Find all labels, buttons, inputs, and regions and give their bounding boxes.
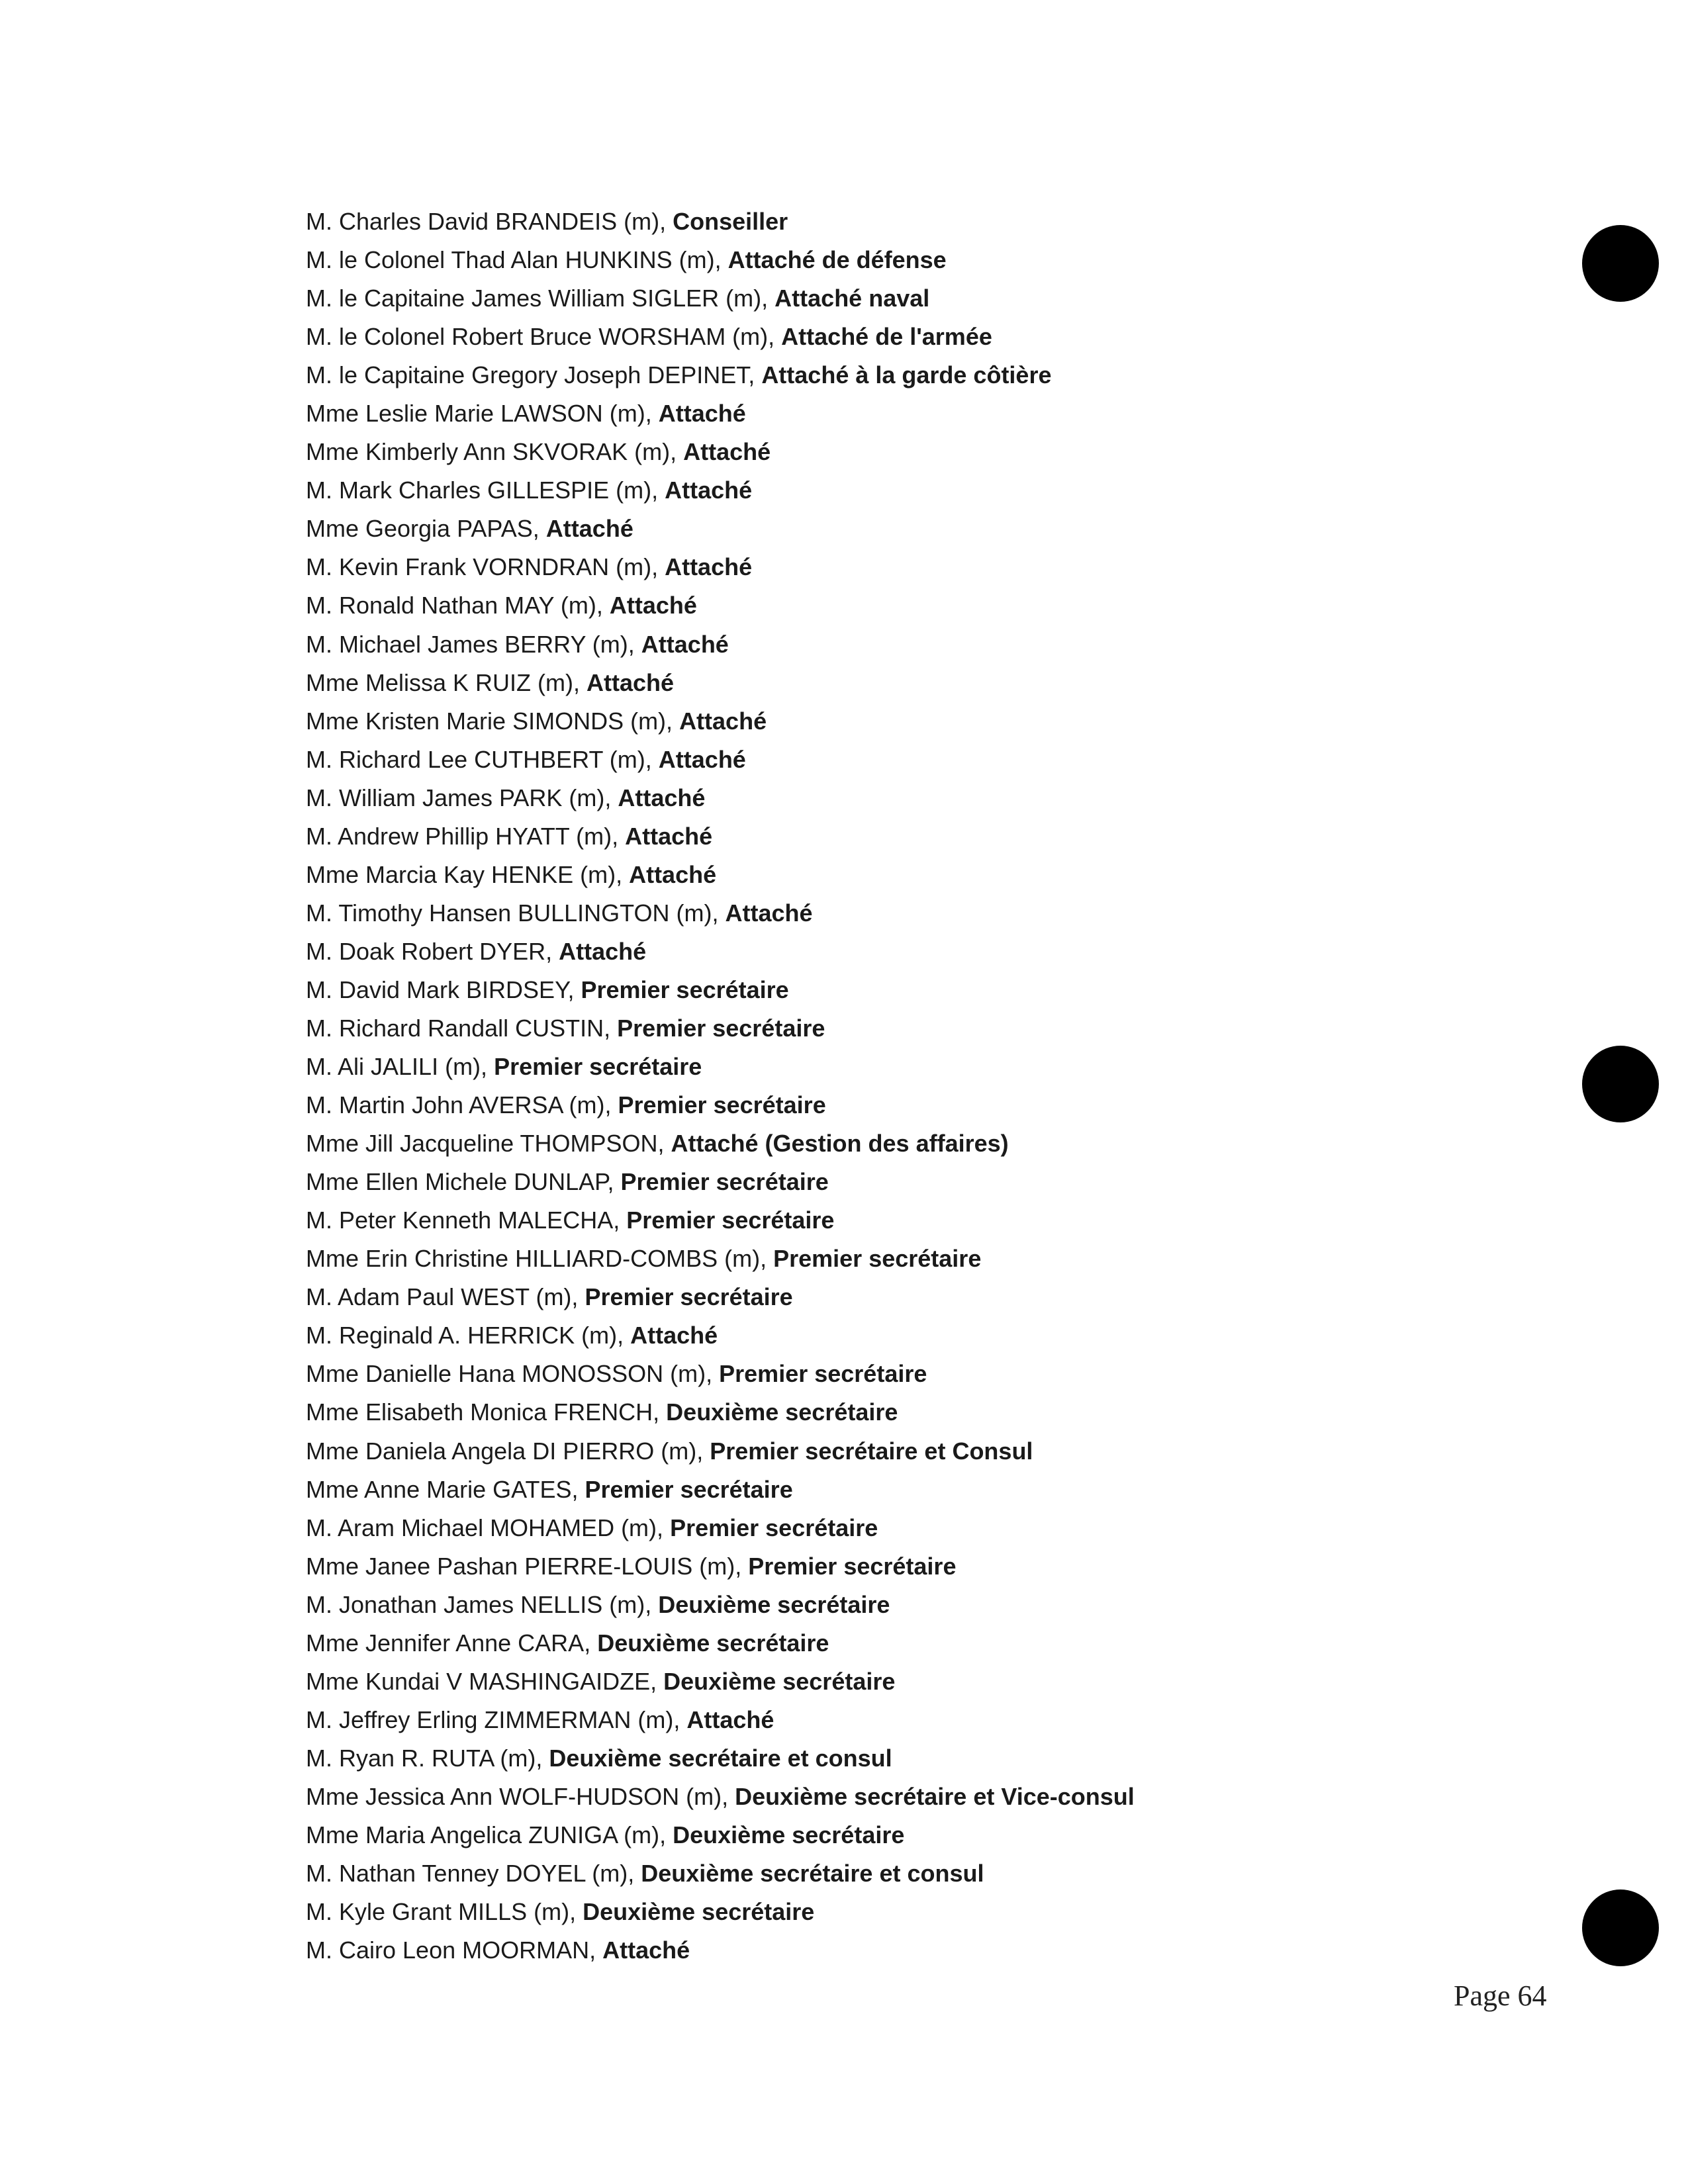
person-title: Premier secrétaire [494, 1053, 702, 1081]
list-item: M. le Capitaine Gregory Joseph DEPINET, Attaché à la garde côtière [306, 361, 1052, 389]
person-title: Deuxième secrétaire [597, 1629, 829, 1657]
person-name: Mme Jessica Ann WOLF-HUDSON (m) [306, 1782, 722, 1810]
person-name: Mme Danielle Hana MONOSSON (m) [306, 1360, 706, 1388]
person-name: M. Ryan R. RUTA (m) [306, 1744, 536, 1772]
list-item: Mme Anne Marie GATES, Premier secrétaire [306, 1475, 793, 1503]
list-item: M. Doak Robert DYER, Attaché [306, 937, 647, 965]
person-title: Attaché [641, 630, 729, 658]
person-title: Attaché [725, 899, 813, 927]
person-title: Premier secrétaire [617, 1014, 825, 1042]
person-title: Attaché [683, 438, 771, 466]
person-name: M. Richard Randall CUSTIN [306, 1014, 604, 1042]
person-name: M. le Colonel Thad Alan HUNKINS (m) [306, 246, 715, 274]
list-item: Mme Jessica Ann WOLF-HUDSON (m), Deuxième secrétaire et Vice-consul [306, 1782, 1135, 1810]
person-title: Deuxième secrétaire et consul [641, 1860, 984, 1888]
person-name: M. Doak Robert DYER [306, 937, 546, 965]
person-title: Conseiller [673, 208, 788, 235]
list-item: Mme Janee Pashan PIERRE-LOUIS (m), Premier secrétaire [306, 1552, 957, 1580]
list-item: M. Ryan R. RUTA (m), Deuxième secrétaire et consul [306, 1744, 892, 1772]
list-item: M. Adam Paul WEST (m), Premier secrétaire [306, 1283, 793, 1311]
person-title: Premier secrétaire [719, 1360, 927, 1388]
person-name: M. Nathan Tenney DOYEL (m) [306, 1860, 628, 1888]
person-name: M. Charles David BRANDEIS (m) [306, 208, 660, 235]
list-item: M. Jeffrey Erling ZIMMERMAN (m), Attaché [306, 1706, 774, 1733]
list-item: Mme Melissa K RUIZ (m), Attaché [306, 668, 675, 696]
person-name: M. Kevin Frank VORNDRAN (m) [306, 553, 652, 581]
person-name: M. Cairo Leon MOORMAN [306, 1936, 590, 1964]
person-name: M. Kyle Grant MILLS (m) [306, 1898, 570, 1926]
person-title: Attaché (Gestion des affaires) [671, 1130, 1009, 1158]
person-title: Attaché [586, 668, 675, 696]
person-title: Attaché de l'armée [781, 323, 992, 351]
list-item: M. Timothy Hansen BULLINGTON (m), Attaché [306, 899, 813, 927]
person-title: Premier secrétaire [585, 1475, 793, 1503]
person-title: Deuxième secrétaire [583, 1898, 815, 1926]
person-name: Mme Ellen Michele DUNLAP [306, 1168, 608, 1196]
person-title: Attaché [679, 707, 767, 735]
list-item: M. Aram Michael MOHAMED (m), Premier secrétaire [306, 1514, 878, 1541]
person-title: Attaché naval [774, 285, 930, 312]
person-title: Attaché à la garde côtière [761, 361, 1052, 389]
person-name: M. David Mark BIRDSEY [306, 976, 568, 1003]
person-name: M. Reginald A. HERRICK (m) [306, 1322, 618, 1349]
person-name: Mme Kristen Marie SIMONDS (m) [306, 707, 667, 735]
person-title: Deuxième secrétaire [663, 1667, 896, 1695]
list-item: Mme Erin Christine HILLIARD-COMBS (m), Premier secrétaire [306, 1245, 982, 1273]
person-name: M. Andrew Phillip HYATT (m) [306, 822, 612, 850]
person-name: M. Timothy Hansen BULLINGTON (m) [306, 899, 712, 927]
list-item: M. Jonathan James NELLIS (m), Deuxième secrétaire [306, 1590, 890, 1618]
person-title: Attaché [658, 745, 746, 773]
person-title: Attaché [559, 937, 647, 965]
person-title: Premier secrétaire [773, 1245, 982, 1273]
person-title: Attaché [658, 400, 746, 428]
person-name: Mme Elisabeth Monica FRENCH [306, 1398, 653, 1426]
person-name: Mme Melissa K RUIZ (m) [306, 668, 573, 696]
punch-hole-bottom [1582, 1889, 1659, 1966]
person-name: Mme Daniela Angela DI PIERRO (m) [306, 1437, 697, 1465]
list-item: M. Kevin Frank VORNDRAN (m), Attaché [306, 553, 753, 581]
person-name: Mme Marcia Kay HENKE (m) [306, 860, 616, 888]
person-name: M. le Capitaine James William SIGLER (m) [306, 285, 762, 312]
list-item: Mme Jennifer Anne CARA, Deuxième secrétaire [306, 1629, 829, 1657]
person-title: Premier secrétaire [618, 1091, 826, 1119]
person-name: M. Ronald Nathan MAY (m) [306, 592, 596, 619]
list-item: M. Ali JALILI (m), Premier secrétaire [306, 1053, 702, 1081]
person-name: M. Ali JALILI (m) [306, 1053, 481, 1081]
person-title: Premier secrétaire et Consul [710, 1437, 1033, 1465]
punch-hole-top [1582, 225, 1659, 302]
list-item: Mme Georgia PAPAS, Attaché [306, 515, 633, 543]
person-name: M. Adam Paul WEST (m) [306, 1283, 572, 1311]
person-title: Deuxième secrétaire [673, 1821, 905, 1848]
list-item: Mme Elisabeth Monica FRENCH, Deuxième secrétaire [306, 1398, 898, 1426]
list-item: M. Peter Kenneth MALECHA, Premier secrétaire [306, 1206, 835, 1234]
person-name: Mme Georgia PAPAS [306, 515, 533, 543]
person-name: M. Jonathan James NELLIS (m) [306, 1590, 645, 1618]
list-item: M. le Colonel Robert Bruce WORSHAM (m), Attaché de l'armée [306, 323, 992, 351]
person-name: Mme Kimberly Ann SKVORAK (m) [306, 438, 671, 466]
punch-hole-middle [1582, 1046, 1659, 1122]
person-name: Mme Jennifer Anne CARA [306, 1629, 585, 1657]
list-item: Mme Leslie Marie LAWSON (m), Attaché [306, 400, 746, 428]
list-item: M. Richard Randall CUSTIN, Premier secrétaire [306, 1014, 825, 1042]
list-item: M. le Colonel Thad Alan HUNKINS (m), Attaché de défense [306, 246, 947, 274]
person-title: Premier secrétaire [585, 1283, 793, 1311]
person-name: M. Mark Charles GILLESPIE (m) [306, 477, 652, 504]
person-title: Attaché [665, 477, 753, 504]
person-name: M. le Capitaine Gregory Joseph DEPINET [306, 361, 749, 389]
person-name: M. Michael James BERRY (m) [306, 630, 628, 658]
list-item: M. Michael James BERRY (m), Attaché [306, 630, 729, 658]
person-name: M. William James PARK (m) [306, 784, 605, 811]
person-name: Mme Kundai V MASHINGAIDZE [306, 1667, 651, 1695]
person-name: M. Aram Michael MOHAMED (m) [306, 1514, 657, 1541]
list-item: M. Reginald A. HERRICK (m), Attaché [306, 1322, 718, 1349]
person-title: Attaché [602, 1936, 690, 1964]
person-name: Mme Jill Jacqueline THOMPSON [306, 1130, 658, 1158]
person-name: M. Jeffrey Erling ZIMMERMAN (m) [306, 1706, 674, 1733]
list-item: M. Mark Charles GILLESPIE (m), Attaché [306, 477, 753, 504]
person-name: M. le Colonel Robert Bruce WORSHAM (m) [306, 323, 769, 351]
list-item: M. Charles David BRANDEIS (m), Conseiller [306, 208, 788, 235]
person-title: Premier secrétaire [626, 1206, 835, 1234]
list-item: Mme Kristen Marie SIMONDS (m), Attaché [306, 707, 767, 735]
list-item: Mme Maria Angelica ZUNIGA (m), Deuxième secrétaire [306, 1821, 905, 1848]
person-title: Premier secrétaire [620, 1168, 829, 1196]
list-item: Mme Jill Jacqueline THOMPSON, Attaché (Gestion des affaires) [306, 1130, 1009, 1158]
list-item: M. Martin John AVERSA (m), Premier secrétaire [306, 1091, 826, 1119]
person-title: Deuxième secrétaire [658, 1590, 890, 1618]
list-item: M. Kyle Grant MILLS (m), Deuxième secrétaire [306, 1898, 815, 1926]
person-title: Premier secrétaire [748, 1552, 957, 1580]
person-title: Attaché [630, 1322, 718, 1349]
person-name: Mme Janee Pashan PIERRE-LOUIS (m) [306, 1552, 735, 1580]
person-title: Attaché [609, 592, 697, 619]
person-title: Deuxième secrétaire et Vice-consul [735, 1782, 1135, 1810]
list-item: M. Ronald Nathan MAY (m), Attaché [306, 592, 697, 619]
person-title: Attaché [665, 553, 753, 581]
list-item: M. Nathan Tenney DOYEL (m), Deuxième secrétaire et consul [306, 1860, 984, 1888]
person-name: M. Peter Kenneth MALECHA [306, 1206, 614, 1234]
person-title: Deuxième secrétaire et consul [549, 1744, 892, 1772]
list-item: Mme Danielle Hana MONOSSON (m), Premier secrétaire [306, 1360, 927, 1388]
person-title: Attaché [686, 1706, 774, 1733]
person-title: Attaché [625, 822, 713, 850]
list-item: M. Richard Lee CUTHBERT (m), Attaché [306, 745, 746, 773]
person-name: Mme Erin Christine HILLIARD-COMBS (m) [306, 1245, 761, 1273]
person-title: Premier secrétaire [581, 976, 789, 1003]
person-name: Mme Leslie Marie LAWSON (m) [306, 400, 645, 428]
list-item: Mme Ellen Michele DUNLAP, Premier secrétaire [306, 1168, 829, 1196]
list-item: M. le Capitaine James William SIGLER (m), Attaché naval [306, 285, 930, 312]
list-item: M. Andrew Phillip HYATT (m), Attaché [306, 822, 713, 850]
person-name: Mme Anne Marie GATES [306, 1475, 572, 1503]
list-item: Mme Kimberly Ann SKVORAK (m), Attaché [306, 438, 771, 466]
person-title: Premier secrétaire [670, 1514, 878, 1541]
list-item: Mme Marcia Kay HENKE (m), Attaché [306, 860, 717, 888]
diplomat-list [306, 203, 1564, 1970]
person-title: Attaché de défense [727, 246, 947, 274]
person-name: M. Richard Lee CUTHBERT (m) [306, 745, 645, 773]
page-number: Page 64 [1454, 1979, 1547, 2012]
person-title: Attaché [629, 860, 717, 888]
person-title: Deuxième secrétaire [666, 1398, 898, 1426]
person-title: Attaché [545, 515, 633, 543]
person-name: M. Martin John AVERSA (m) [306, 1091, 605, 1119]
list-item: M. William James PARK (m), Attaché [306, 784, 706, 811]
person-title: Attaché [618, 784, 706, 811]
person-name: Mme Maria Angelica ZUNIGA (m) [306, 1821, 660, 1848]
list-item: M. David Mark BIRDSEY, Premier secrétaire [306, 976, 789, 1003]
list-item: M. Cairo Leon MOORMAN, Attaché [306, 1936, 690, 1964]
list-item: Mme Daniela Angela DI PIERRO (m), Premier secrétaire et Consul [306, 1437, 1033, 1465]
list-item: Mme Kundai V MASHINGAIDZE, Deuxième secrétaire [306, 1667, 896, 1695]
